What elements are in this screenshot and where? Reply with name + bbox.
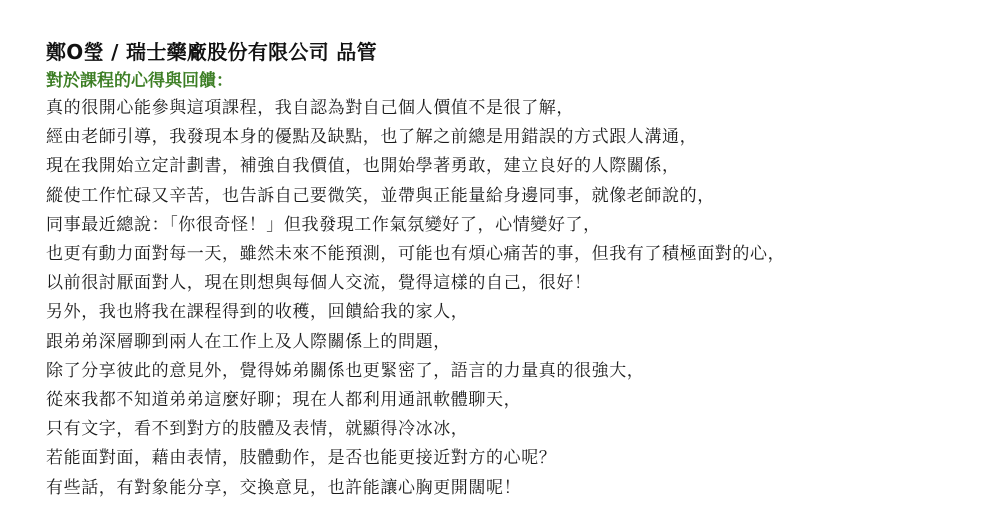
body-line: 以前很討厭面對人，現在則想與每個人交流，覺得這樣的自己，很好！	[46, 273, 592, 294]
body-line: 有些話，有對象能分享，交換意見，也許能讓心胸更開闊呢！	[46, 477, 522, 498]
body-line: 只有文字，看不到對方的肢體及表情，就顯得冷冰冰，	[46, 419, 469, 440]
body-line: 經由老師引導，我發現本身的優點及缺點，也了解之前總是用錯誤的方式跟人溝通，	[46, 127, 698, 148]
body-line: 除了分享彼此的意見外，覺得姊弟關係也更緊密了，語言的力量真的很強大，	[46, 360, 645, 381]
body-line: 同事最近總說：「你很奇怪！」但我發現工作氣氛變好了，心情變好了，	[46, 214, 601, 235]
testimonial-card	[46, 38, 966, 503]
body-line: 另外，我也將我在課程得到的收穫，回饋給我的家人，	[46, 302, 469, 323]
body-line: 縱使工作忙碌又辛苦，也告訴自己要微笑，並帶與正能量給身邊同事，就像老師說的，	[46, 185, 715, 206]
body-line: 從來我都不知道弟弟這麼好聊；現在人都利用通訊軟體聊天，	[46, 390, 522, 411]
body-line: 跟弟弟深層聊到兩人在工作上及人際關係上的問題，	[46, 331, 451, 352]
body-line: 也更有動力面對每一天，雖然未來不能預測，可能也有煩心痛苦的事，但我有了積極面對的心，	[46, 244, 786, 265]
body-line: 現在我開始立定計劃書，補強自我價值，也開始學著勇敢，建立良好的人際關係，	[46, 156, 680, 177]
author-title: 鄭O瑩 / 瑞士藥廠股份有限公司 品管	[46, 40, 377, 64]
section-subtitle: 對於課程的心得與回饋：	[46, 71, 233, 91]
body-line: 若能面對面，藉由表情，肢體動作，是否也能更接近對方的心呢？	[46, 448, 557, 469]
testimonial-body	[46, 94, 966, 503]
body-line: 真的很開心能參與這項課程，我自認為對自己個人價值不是很了解，	[46, 98, 574, 118]
